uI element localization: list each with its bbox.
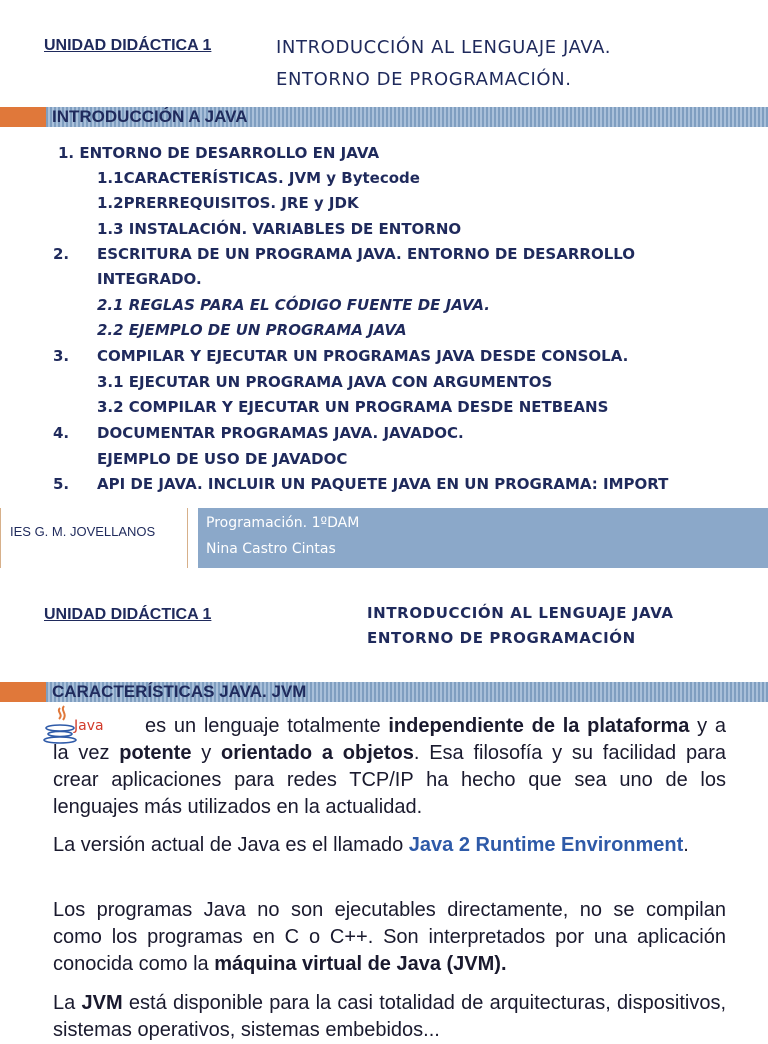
page-title-line-2: ENTORNO DE PROGRAMACIÓN. (276, 69, 572, 90)
java-logo-text: Java (74, 718, 104, 734)
p1-f: orientado a objetos (221, 742, 414, 764)
toc-item: INTEGRADO. (97, 270, 202, 288)
toc-item: 1. ENTORNO DE DESARROLLO EN JAVA (58, 144, 380, 162)
slide-2 (0, 578, 768, 1041)
footer-school-box (0, 508, 188, 568)
unit-label: UNIDAD DIDÁCTICA 1 (44, 606, 212, 623)
toc-item: COMPILAR Y EJECUTAR UN PROGRAMAS JAVA DESDE CONSOLA. (97, 347, 629, 365)
section-title: CARACTERÍSTICAS JAVA. JVM (52, 682, 307, 701)
toc-item: API DE JAVA. INCLUIR UN PAQUETE JAVA EN UN PROGRAMA: IMPORT (97, 475, 669, 493)
footer-author: Nina Castro Cintas (206, 541, 336, 557)
p1-b: independiente de la plataforma (388, 715, 690, 737)
toc-item: ESCRITURA DE UN PROGRAMA JAVA. ENTORNO DE DESARROLLO (97, 245, 636, 263)
section-band (0, 682, 768, 702)
p2-a: La versión actual de Java es el llamado (53, 834, 409, 856)
section-band (0, 107, 768, 127)
section-band-accent (0, 107, 46, 127)
paragraph-3 (53, 897, 726, 978)
p2-b: Java 2 Runtime Environment (408, 834, 684, 856)
footer-course: Programación. 1ºDAM (206, 515, 360, 531)
toc-item: 2.1 REGLAS PARA EL CÓDIGO FUENTE DE JAVA. (97, 296, 491, 314)
paragraph-4 (53, 990, 726, 1044)
toc-item: 1.1CARACTERÍSTICAS. JVM y Bytecode (97, 169, 420, 187)
p4-c: está disponible para la casi totalidad de arquitecturas, dispositivos, sistemas operativos, sistemas embebidos... (53, 992, 726, 1041)
paragraph-1 (53, 713, 726, 821)
unit-label: UNIDAD DIDÁCTICA 1 (44, 37, 212, 54)
page-title-line-1: INTRODUCCIÓN AL LENGUAJE JAVA. (276, 37, 612, 58)
section-band-accent (0, 682, 46, 702)
p1-g: . Esa filosofía y su facilidad para crear aplicaciones para redes TCP/IP ha hecho que sea uno de los lenguajes más utilizados en la actualidad. (53, 742, 726, 818)
paragraph-2 (53, 832, 726, 859)
p3-b: máquina virtual de Java (JVM). (214, 953, 507, 975)
toc-item: DOCUMENTAR PROGRAMAS JAVA. JAVADOC. (97, 424, 464, 442)
toc-item: EJEMPLO DE USO DE JAVADOC (97, 450, 348, 468)
toc-number: 3. (53, 347, 70, 365)
page-title-line-1: INTRODUCCIÓN AL LENGUAJE JAVA (367, 604, 674, 622)
section-title: INTRODUCCIÓN A JAVA (52, 107, 248, 126)
p3-a: Los programas Java no son ejecutables directamente, no se compilan como los programas en C o C++. Son interpretados por una aplicación conocida como la (53, 899, 726, 975)
p2-c: . (683, 834, 689, 856)
footer-school: IES G. M. JOVELLANOS (10, 524, 156, 539)
toc-number: 5. (53, 475, 70, 493)
toc-item: 3.2 COMPILAR Y EJECUTAR UN PROGRAMA DESDE NETBEANS (97, 398, 609, 416)
p1-c: y a la vez (53, 715, 727, 764)
toc-number: 2. (53, 245, 70, 263)
p1-d: potente (119, 742, 192, 764)
p1-e: y (191, 742, 221, 764)
p4-a: La (53, 992, 82, 1014)
toc-item: 1.2PRERREQUISITOS. JRE y JDK (97, 194, 359, 212)
p4-b: JVM (81, 992, 123, 1014)
toc-number: 4. (53, 424, 70, 442)
toc-item: 2.2 EJEMPLO DE UN PROGRAMA JAVA (97, 321, 407, 339)
page-title-line-2: ENTORNO DE PROGRAMACIÓN (367, 629, 636, 647)
p1-a: es un lenguaje totalmente (145, 715, 389, 737)
toc-item: 3.1 EJECUTAR UN PROGRAMA JAVA CON ARGUMENTOS (97, 373, 553, 391)
footer-info-box (198, 508, 768, 568)
toc-item: 1.3 INSTALACIÓN. VARIABLES DE ENTORNO (97, 220, 462, 238)
